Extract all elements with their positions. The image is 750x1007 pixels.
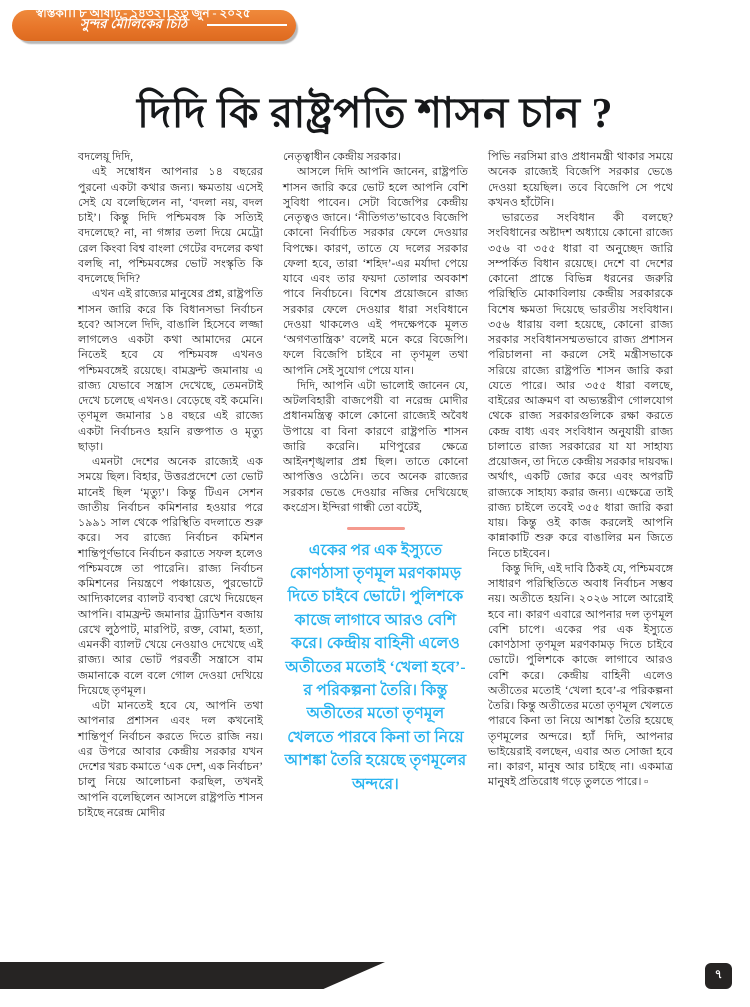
kicker-rule (207, 24, 287, 26)
paragraph: এমনটা দেশের অনেক রাজ্যেই এক সময়ে ছিল। বিহার, উত্তরপ্রদেশে তো ভোট মানেই ছিল ‘মৃত্যু’। কিন্তু টিএন সেশন জাতীয় নির্বাচন কমিশনার হওয়ার পরে ১৯৯১ সাল থেকে পরিস্থিতি বদলাতে শুরু করে। সব রাজ্যে নির্বাচন কমিশন শান্তিপূর্ণভাবে নির্বাচন করাতে সফল হলেও পশ্চিমবঙ্গে তা পারেনি। রাজ্য নির্বাচন কমিশনের নিয়ন্ত্রণে পঞ্চায়েত, পুরভোটে আদ্যিকালের ব্যালট ব্যবস্থা রেখে দিয়েছেন আপনি। বামফ্রন্ট জমানার ট্র্যাডিশন বজায় রেখে লুঠপাট, মারপিট, রক্ত, বোমা, হত্যা, এমনকী ব্যালট খেয়ে নেওয়াও দেখেছে এই রাজ্য। আর ভোট পরবর্তী সন্ত্রাসে বাম জমানাকে বলে বলে গোল দেওয়া দেখিয়ে দিয়েছে তৃণমূল। (78, 456, 263, 697)
article-column-3 (488, 150, 673, 945)
page-number-badge (705, 963, 732, 989)
footer-imprint: স্বস্তিকা।। ৮ আষাঢ় - ১৪৩২।। ২৩ জুন - ২০২৫ (36, 6, 251, 20)
kicker-label: সুন্দর মৌলিকের চিঠি (80, 16, 188, 31)
paragraph: বদলেয়ূ দিদি, (78, 151, 134, 163)
paragraph: এটা মানতেই হবে যে, আপনি তথা আপনার প্রশাসন এবং দল কখনোই শান্তিপূর্ণ নির্বাচন করতে দিতে রাজি নয়। এর উপরে আবার কেন্দ্রীয় সরকার যখন দেশের খরচ কমাতে ‘এক দেশ, এক নির্বাচন’ চালু নিয়ে আলোচনা করছিল, তখনই আপনি বলেছিলেন আসলে রাষ্ট্রপতি শাসন চাইছে নরেন্দ্র মোদীর (78, 700, 263, 819)
paragraph: পিভি নরসিমা রাও প্রধানমন্ত্রী থাকার সময়ে অনেক রাজ্যেই বিজেপি সরকার ভেঙে দেওয়া হয়েছিল। তবে বিজেপি সে পথে কখনও হাঁটেনি। (488, 151, 673, 209)
paragraph: আসলে দিদি আপনি জানেন, রাষ্ট্রপতি শাসন জারি করে ভোট হলে আপনি বেশি সুবিধা পাবেন। সেটা বিজেপির কেন্দ্রীয় নেতৃত্বও জানে। ‘নীতিগত’ভাবেও বিজেপি কোনো নির্বাচিত সরকার ফেলে দেওয়ার বিপক্ষে। কারণ, তাতে যে দলের সরকার ফেলা হবে, তারা ‘শহিদ’-এর মর্যাদা পেয়ে যাবে এবং তার ফয়দা তোলার অবকাশ পাবে নির্বাচনে। বিশেষ প্রয়োজনে রাজ্য সরকার ফেলে দেওয়ার ধারা সংবিধানে দেওয়া থাকলেও এই পদক্ষেপকে মূলত ‘অগণতান্ত্রিক’ বলেই মনে করে বিজেপি। ফলে বিজেপি চাইবে না তৃণমূল তথা আপনি সেই সুযোগ পেয়ে যান। (283, 166, 468, 377)
article-column-1 (78, 150, 263, 945)
page-number: ৭ (714, 967, 723, 981)
paragraph: এই সম্বোধন আপনার ১৪ বছরের পুরনো একটা কথার জন্য। ক্ষমতায় এসেই সেই যে বলেছিলেন না, ‘বদলা নয়, বদল চাই’। কিন্তু দিদি পশ্চিমবঙ্গ কি সত্যিই বদলেছে? না, না গঙ্গার তলা দিয়ে মেট্রো রেল কিংবা বিশ্ব বাংলা গেটের বদলের কথা বলছি না, পশ্চিমবঙ্গের ভোট সংস্কৃতি কি বদলেছে দিদি? (78, 166, 263, 285)
footer-bar (0, 962, 385, 989)
pullquote: একের পর এক ইস্যুতে কোণঠাসা তৃণমূল মরণকামড় দিতে চাইবে ভোটে। পুলিশকে কাজে লাগাবে আরও বেশি করে। কেন্দ্রীয় বাহিনী এলেও অতীতের মতোই ‘খেলা হবে’-র পরিকল্পনা তৈরি। কিন্তু অতীতের মতো তৃণমূল খেলতে পারবে কিনা তা নিয়ে আশঙ্কা তৈরি হয়েছে তৃণমূলের অন্দরে। (284, 541, 467, 793)
article-column-2 (283, 150, 468, 945)
paragraph: দিদি, আপনি এটা ভালোই জানেন যে, অটলবিহারী বাজপেয়ী বা নরেন্দ্র মোদীর প্রধানমন্ত্রিত্ব কালে কোনো রাজ্যেই অবৈধ উপায়ে বা বিনা কারণে রাষ্ট্রপতি শাসন জারি করেনি। মণিপুরের ক্ষেত্রে আইনশৃঙ্খলার প্রশ্ন ছিল। তাতে কোনো আপত্তিও ওঠেনি। তবে অনেক রাজ্যের সরকার ভেঙে দেওয়ার নজির দেখিয়েছে কংগ্রেস। ইন্দিরা গান্ধী তো বটেই, (283, 379, 468, 514)
paragraph: কিন্তু দিদি, এই দাবি ঠিকই যে, পশ্চিমবঙ্গে সাধারণ পরিস্থিতিতে অবাধ নির্বাচন সম্ভব নয়। অতীতে হয়নি। ২০২৬ সালে আরোই হবে না। কারণ এবারে আপনার দল তৃণমূল বেশি চাপে। একের পর এক ইস্যুতে কোণঠাসা তৃণমূল মরণকামড় দিতে চাইবে ভোটে। পুলিশকে কাজে লাগাবে আরও বেশি করে। কেন্দ্রীয় বাহিনী এলেও অতীতের মতোই ‘খেলা হবে’-র পরিকল্পনা তৈরি। কিন্তু অতীতের মতো তৃণমূল খেলতে পারবে কিনা তা নিয়ে আশঙ্কা তৈরি হয়েছে তৃণমূলের অন্দরে। হ্যাঁ দিদি, আপনার ভাইয়েরাই বলছেন, এবার অত সোজা হবে না। কারণ, মানুষ আর চাইছে না। একমাত্র মানুষই প্রতিরোধ গড়ে তুলতে পারে। ▫ (488, 562, 673, 789)
page-title: দিদি কি রাষ্ট্রপতি শাসন চান ? (137, 91, 613, 138)
paragraph: নেতৃত্বাধীন কেন্দ্রীয় সরকার। (283, 151, 402, 163)
paragraph: ভারতের সংবিধান কী বলছে? সংবিধানের অষ্টাদশ অধ্যায়ে কোনো রাজ্যে ৩৫৬ বা ৩৫৫ ধারা বা অনুচ্ছেদ জারি সম্পর্কিত বিধান রয়েছে। দেশে বা দেশের কোনো প্রান্তে বিভিন্ন ধরনের জরুরি পরিস্থিতি মোকাবিলায় কেন্দ্রীয় সরকারকে বিশেষ ক্ষমতা দিয়েছে ভারতীয় সংবিধান। ৩৫৬ ধারায় বলা হয়েছে, কোনো রাজ্য সরকার সংবিধানসম্মতভাবে রাজ্য প্রশাসন পরিচালনা না করলে সেই মন্ত্রীসভাকে সরিয়ে রাজ্যে রাষ্ট্রপতি শাসন জারি করা যেতে পারে। আর ৩৫৫ ধারা বলছে, বাইরের আক্রমণ বা অভ্যন্তরীণ গোলযোগ থেকে রাজ্য সরকারগুলিকে রক্ষা করতে কেন্দ্র বাধ্য এবং সংবিধান অনুযায়ী রাজ্য চালাতে রাজ্য সরকারের যা যা সাহায্য প্রয়োজন, তা দিতে কেন্দ্রীয় সরকার দায়বদ্ধ। অর্থাৎ, একটি জোর করে এবং অপরটি রাজ্যকে সাহায্য করার জন্য। এক্ষেত্রে তাই রাজ্য চাইলে তবেই ৩৫৫ ধারা জারি করা যায়। কিন্তু ওই কাজ করলেই আপনি কান্নাকাটি শুরু করে বাঙালির মন জিতে নিতে চাইবেন। (488, 212, 673, 560)
article-columns (78, 150, 674, 945)
pullquote-divider (347, 527, 405, 530)
paragraph: এখন এই রাজ্যের মানুষের প্রশ্ন, রাষ্ট্রপতি শাসন জারি করে কি বিধানসভা নির্বাচন হবে? আসলে দিদি, বাঙালি হিসেবে লজ্জা লাগলেও একটা কথা আমাদের মেনে নিতেই হবে যে পশ্চিমবঙ্গ এখনও পশ্চিমবঙ্গেই রয়েছে। বামফ্রন্ট জমানায় এ রাজ্য যেভাবে সন্ত্রাস দেখেছে, তেমনটাই দেখে চলেছে এখনও। বেড়েছে বই কমেনি। তৃণমূল জমানার ১৪ বছরে এই রাজ্যে একটা নির্বাচনও হয়নি রক্তপাত ও মৃত্যু ছাড়া। (78, 288, 263, 453)
